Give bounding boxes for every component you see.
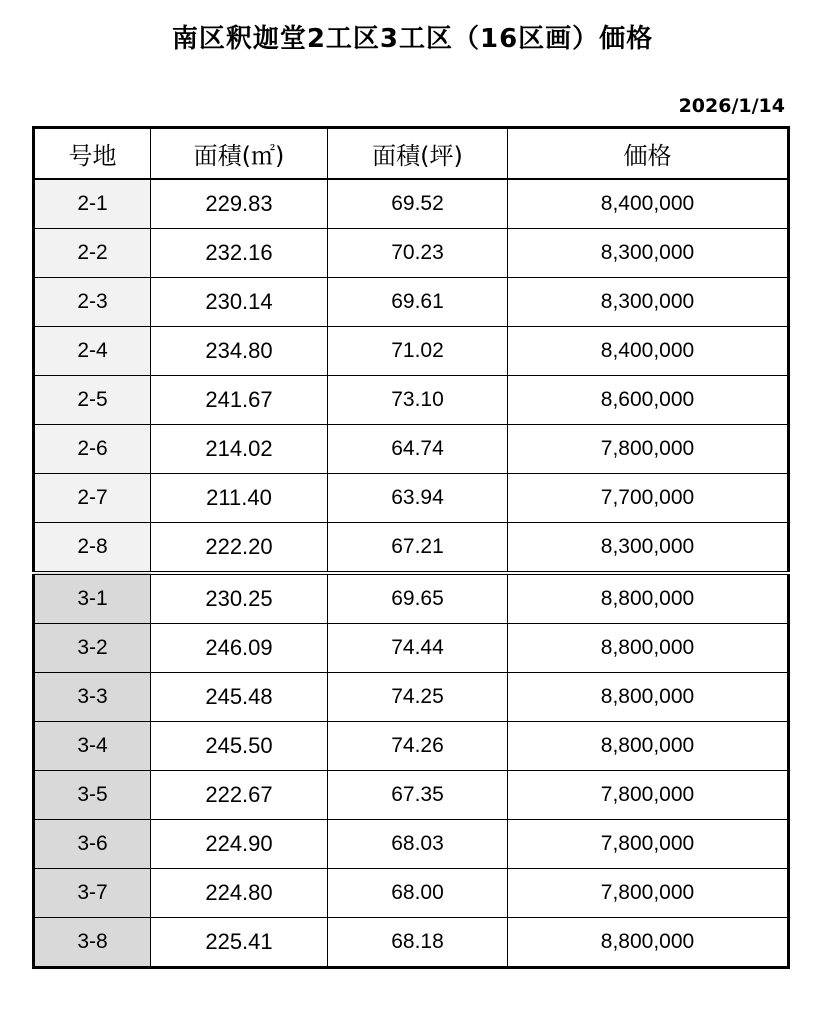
area-tsubo-cell: 70.23	[328, 229, 508, 278]
lot-cell: 3-2	[34, 624, 151, 673]
area-m2-cell: 232.16	[151, 229, 328, 278]
lot-cell: 2-6	[34, 425, 151, 474]
table-row	[34, 425, 789, 474]
table-row	[34, 673, 789, 722]
price-cell: 7,800,000	[508, 869, 789, 918]
price-cell: 8,300,000	[508, 278, 789, 327]
area-tsubo-cell: 69.65	[328, 573, 508, 624]
area-m2-cell: 230.25	[151, 573, 328, 624]
lot-cell: 2-4	[34, 327, 151, 376]
table-row	[34, 179, 789, 229]
table-row	[34, 820, 789, 869]
table-row	[34, 869, 789, 918]
area-tsubo-cell: 74.44	[328, 624, 508, 673]
area-m2-cell: 222.20	[151, 523, 328, 574]
date-label: 2026/1/14	[678, 95, 785, 117]
area-m2-cell: 245.48	[151, 673, 328, 722]
lot-cell: 2-7	[34, 474, 151, 523]
header-lot: 号地	[34, 128, 151, 180]
area-tsubo-cell: 68.18	[328, 918, 508, 968]
area-tsubo-cell: 67.35	[328, 771, 508, 820]
lot-cell: 3-3	[34, 673, 151, 722]
lot-cell: 2-2	[34, 229, 151, 278]
table-row	[34, 573, 789, 624]
area-m2-cell: 246.09	[151, 624, 328, 673]
table-row	[34, 523, 789, 574]
area-m2-cell: 211.40	[151, 474, 328, 523]
lot-cell: 2-1	[34, 179, 151, 229]
lot-cell: 3-8	[34, 918, 151, 968]
area-m2-cell: 230.14	[151, 278, 328, 327]
table-header-row	[34, 128, 789, 180]
table-row	[34, 771, 789, 820]
price-table	[32, 126, 790, 969]
table-row	[34, 376, 789, 425]
lot-cell: 3-4	[34, 722, 151, 771]
area-tsubo-cell: 69.61	[328, 278, 508, 327]
price-cell: 7,700,000	[508, 474, 789, 523]
area-tsubo-cell: 68.03	[328, 820, 508, 869]
lot-cell: 3-7	[34, 869, 151, 918]
table-row	[34, 229, 789, 278]
lot-cell: 2-8	[34, 523, 151, 574]
table-row	[34, 722, 789, 771]
price-cell: 8,600,000	[508, 376, 789, 425]
area-m2-cell: 214.02	[151, 425, 328, 474]
price-cell: 8,400,000	[508, 179, 789, 229]
lot-cell: 3-5	[34, 771, 151, 820]
price-cell: 7,800,000	[508, 425, 789, 474]
table-row	[34, 327, 789, 376]
header-area-tsubo: 面積(坪)	[328, 128, 508, 180]
area-m2-cell: 225.41	[151, 918, 328, 968]
lot-cell: 3-1	[34, 573, 151, 624]
table-row	[34, 918, 789, 968]
lot-cell: 2-3	[34, 278, 151, 327]
area-m2-cell: 245.50	[151, 722, 328, 771]
area-tsubo-cell: 73.10	[328, 376, 508, 425]
area-m2-cell: 241.67	[151, 376, 328, 425]
lot-cell: 3-6	[34, 820, 151, 869]
table-row	[34, 278, 789, 327]
area-tsubo-cell: 74.25	[328, 673, 508, 722]
area-tsubo-cell: 64.74	[328, 425, 508, 474]
area-tsubo-cell: 74.26	[328, 722, 508, 771]
area-m2-cell: 222.67	[151, 771, 328, 820]
area-tsubo-cell: 71.02	[328, 327, 508, 376]
price-cell: 8,800,000	[508, 673, 789, 722]
area-m2-cell: 229.83	[151, 179, 328, 229]
price-cell: 8,800,000	[508, 722, 789, 771]
area-tsubo-cell: 69.52	[328, 179, 508, 229]
table-row	[34, 624, 789, 673]
area-m2-cell: 224.80	[151, 869, 328, 918]
price-cell: 8,300,000	[508, 523, 789, 574]
price-cell: 8,800,000	[508, 573, 789, 624]
price-cell: 8,800,000	[508, 918, 789, 968]
area-tsubo-cell: 63.94	[328, 474, 508, 523]
area-tsubo-cell: 68.00	[328, 869, 508, 918]
header-price: 価格	[508, 128, 789, 180]
lot-cell: 2-5	[34, 376, 151, 425]
page-title: 南区釈迦堂2工区3工区（16区画）価格	[171, 24, 654, 54]
area-tsubo-cell: 67.21	[328, 523, 508, 574]
header-area-m2: 面積(㎡)	[151, 128, 328, 180]
table-row	[34, 474, 789, 523]
price-cell: 7,800,000	[508, 820, 789, 869]
price-cell: 7,800,000	[508, 771, 789, 820]
price-cell: 8,300,000	[508, 229, 789, 278]
price-cell: 8,800,000	[508, 624, 789, 673]
price-cell: 8,400,000	[508, 327, 789, 376]
area-m2-cell: 224.90	[151, 820, 328, 869]
area-m2-cell: 234.80	[151, 327, 328, 376]
